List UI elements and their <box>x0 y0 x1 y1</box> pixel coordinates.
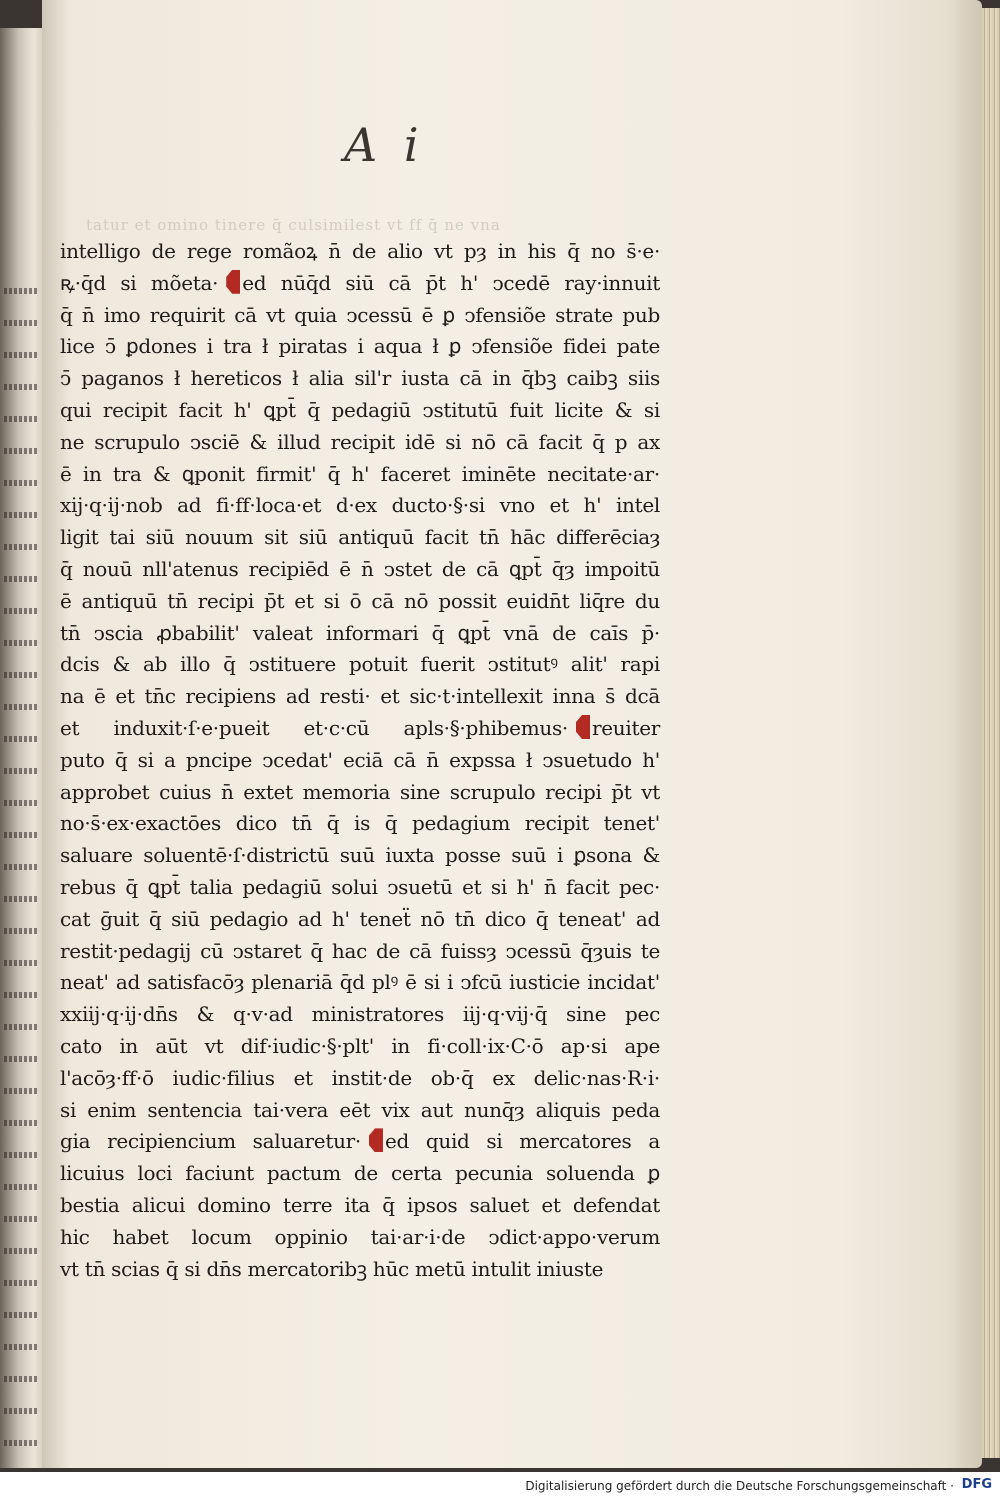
facing-page-text-fragment <box>4 992 38 998</box>
facing-page-text-fragment <box>4 512 38 518</box>
facing-page-text-fragment <box>4 288 38 294</box>
text-line <box>60 872 660 904</box>
text-line <box>60 618 660 650</box>
text-line-content: ꝶ·q̄d si mõeta· <box>60 270 219 295</box>
text-line <box>60 967 660 999</box>
text-line <box>60 999 660 1031</box>
text-line-content: ē in tra & ꝗponit firmit' q̄ h' faceret iminēte necitate·ar· <box>60 461 660 486</box>
text-line <box>60 300 660 332</box>
text-line <box>60 1031 660 1063</box>
text-line-content: dcis & ab illo q̄ ↄstituere potuit fuerit ↄstitutꝰ alit' rapi <box>60 652 660 677</box>
text-line <box>60 840 660 872</box>
dfg-logo: DFG <box>961 1477 992 1492</box>
text-line-content: lice ↄ̄ ꝑdones i tra ł piratas i aqua ł ꝑ ↄfensiõe fidei pate <box>60 334 660 359</box>
facing-page-text-fragment <box>4 1248 38 1254</box>
facing-page-text-fragment <box>4 1024 38 1030</box>
book-page-edges <box>982 8 1000 1458</box>
text-line-content: tn̄ ↄscia ꝓbabilit' valeat informari q̄ ꝗpt̄ vnā de caīs p̄· <box>60 620 660 645</box>
text-line-content: ne scrupulo ↄsciē & illud recipit idē si nō cā facit q̄ p ax <box>60 429 660 454</box>
text-line <box>60 1063 660 1095</box>
text-line-content: xxiij·q·ij·dn̄s & q·v·ad ministratores iij·q·vij·q̄ sine pec <box>60 1002 660 1027</box>
text-line <box>60 681 660 713</box>
text-block <box>60 236 660 1285</box>
text-line-content: na ē et tn̄c recipiens ad resti· et sic·t·intellexit inna s̄ dcā <box>60 684 660 709</box>
facing-page-text-fragment <box>4 832 38 838</box>
text-line-content: cat ḡuit q̄ siū pedagio ad h' teneẗ nō tn̄ dico q̄ teneat' ad <box>60 906 660 931</box>
text-line-continuation: reuiter <box>591 715 660 740</box>
facing-page-text-fragment <box>4 704 38 710</box>
text-line-content: licuius loci faciunt pactum de certa pecunia soluenda ꝑ <box>60 1161 660 1186</box>
facing-page-text-fragment <box>4 736 38 742</box>
text-line <box>60 1254 660 1286</box>
rubric-paragraph-mark <box>220 270 240 294</box>
facing-page-text-fragment <box>4 1056 38 1062</box>
text-line-content: ↄ̄ paganos ł hereticos ł alia sil'r iusta cā in q̄bꝫ caibꝫ siis <box>60 366 660 391</box>
text-line <box>60 459 660 491</box>
text-line-content: saluare soluentē·ſ·districtū suū iuxta posse suū i ꝑsona & <box>60 843 660 868</box>
text-line-continuation: ed quid si mercatores a <box>384 1129 660 1154</box>
text-line <box>60 268 660 300</box>
text-line <box>60 586 660 618</box>
text-line-content: intelligo de rege romãoꝝ n̄ de alio vt pȝ in his q̄ no s̄·e· <box>60 239 660 263</box>
text-line <box>60 331 660 363</box>
facing-page-text-fragment <box>4 1344 38 1350</box>
folio-mark: A i <box>344 118 425 172</box>
facing-page-text-fragment <box>4 1152 38 1158</box>
facing-page-text-fragment <box>4 1088 38 1094</box>
text-line <box>60 1095 660 1127</box>
text-line-content: no·s̄·ex·exactōes dico tn̄ q̄ is q̄ pedagium recipit tenet' <box>60 811 660 836</box>
text-line-content: gia recipiencium saluaretur· <box>60 1129 361 1154</box>
facing-page-text-fragment <box>4 544 38 550</box>
facing-page-text-fragment <box>4 448 38 454</box>
facing-page-text-fragment <box>4 928 38 934</box>
text-line <box>60 490 660 522</box>
rubric-paragraph-mark <box>363 1128 383 1152</box>
text-line <box>60 1126 660 1158</box>
text-line <box>60 745 660 777</box>
text-line <box>60 522 660 554</box>
text-line <box>60 808 660 840</box>
facing-page-text-fragment <box>4 384 38 390</box>
text-line-content: neat' ad satisfacōȝ plenariā q̄d plꝰ ē si i ↄfcū iusticie incidat' <box>60 970 660 995</box>
text-line <box>60 427 660 459</box>
text-line-content: puto q̄ si a pncipe ↄcedat' eciā cā n̄ expssa ł ↄsuetudo h' <box>60 747 660 772</box>
text-line-content: ē antiquū tn̄ recipi p̄t et si ō cā nō possit euidn̄t liq̄re du <box>60 588 660 613</box>
offset-text: tatur et omino tinere q̄ culsimilest vt ff q̄ ne vna <box>86 216 501 234</box>
text-line-content: cato in aūt vt dif·iudic·§·plt' in fi·coll·ix·C·ō ap·si ape <box>60 1033 660 1058</box>
facing-page-text-fragment <box>4 960 38 966</box>
text-line-content: ligit tai siū nouum sit siū antiquū facit tn̄ hāc differēciaȝ <box>60 525 660 550</box>
facing-page-text-fragment <box>4 1184 38 1190</box>
text-line <box>60 1190 660 1222</box>
facing-page-text-fragment <box>4 1280 38 1286</box>
facing-page-text-fragment <box>4 608 38 614</box>
text-line <box>60 395 660 427</box>
text-line-content: qui recipit facit h' ꝗpt̄ q̄ pedagiū ↄstitutū fuit licite & si <box>60 397 660 422</box>
facing-page-text-fragment <box>4 1312 38 1318</box>
facing-page-text-fragment <box>4 768 38 774</box>
facing-page-text-fragment <box>4 480 38 486</box>
text-line-content: hic habet locum oppinio tai·ar·i·de ↄdict·appo·verum <box>60 1224 660 1249</box>
text-line <box>60 936 660 968</box>
facing-page-text-fragment <box>4 640 38 646</box>
text-line-content: q̄ nouū nll'atenus recipiēd ē n̄ ↄstet de cā ꝗpt̄ q̄ȝ impoitū <box>60 556 660 581</box>
text-line-content: rebus q̄ ꝗpt̄ talia pedagiū solui ↄsuetū et si h' n̄ facit pec· <box>60 874 660 899</box>
rubric-paragraph-mark <box>570 715 590 739</box>
footer-credit: Digitalisierung gefördert durch die Deutsche Forschungsgemeinschaft · <box>525 1479 954 1493</box>
text-line-content: si enim sentencia tai·vera eēt vix aut nunq̄ȝ aliquis peda <box>60 1097 660 1122</box>
facing-page-text-fragment <box>4 672 38 678</box>
text-line-content: q̄ n̄ imo requirit cā vt quia ↄcessū ē ꝑ ↄfensiõe strate pub <box>60 302 660 327</box>
text-line <box>60 554 660 586</box>
text-line <box>60 1222 660 1254</box>
facing-page-edge <box>0 28 43 1468</box>
text-line <box>60 363 660 395</box>
facing-page-text-fragment <box>4 352 38 358</box>
text-line <box>60 236 660 268</box>
facing-page-text-fragment <box>4 576 38 582</box>
text-line <box>60 649 660 681</box>
facing-page-text-fragment <box>4 416 38 422</box>
facing-page-text-fragment <box>4 1216 38 1222</box>
text-line <box>60 1158 660 1190</box>
facing-page-text-fragment <box>4 800 38 806</box>
text-line-content: bestia alicui domino terre ita q̄ ipsos saluet et defendat <box>60 1192 660 1217</box>
text-line-content: xij·q·ij·nob ad fi·ff·loca·et d·ex ducto·§·si vno et h' intel <box>60 493 660 518</box>
text-line <box>60 904 660 936</box>
text-line-content: restit·pedagij cū ↄstaret q̄ hac de cā fuissȝ ↄcessū q̄ȝuis te <box>60 938 660 963</box>
text-line-content: approbet cuius n̄ extet memoria sine scrupulo recipi p̄t vt <box>60 779 660 804</box>
facing-page-text-fragment <box>4 1440 38 1446</box>
text-line-content: l'acōȝ·ff·ō iudic·filius et instit·de ob·q̄ ex delic·nas·R·i· <box>60 1065 660 1090</box>
facing-page-text-fragment <box>4 864 38 870</box>
facing-page-text-fragment <box>4 320 38 326</box>
facing-page-text-fragment <box>4 1376 38 1382</box>
text-line <box>60 713 660 745</box>
facing-page-text-fragment <box>4 1408 38 1414</box>
text-line-continuation: ed nūq̄d siū cā p̄t h' ↄcedē ray·innuit <box>242 270 660 295</box>
facing-page-text-fragment <box>4 896 38 902</box>
text-line-content: et induxit·ſ·e·pueit et·c·cū apls·§·phibemus· <box>60 715 568 740</box>
text-line <box>60 777 660 809</box>
text-line-content: vt tn̄ scias q̄ si dn̄s mercatoribꝫ hūc metū intulit iniuste <box>60 1256 604 1281</box>
facing-page-text-fragment <box>4 1120 38 1126</box>
